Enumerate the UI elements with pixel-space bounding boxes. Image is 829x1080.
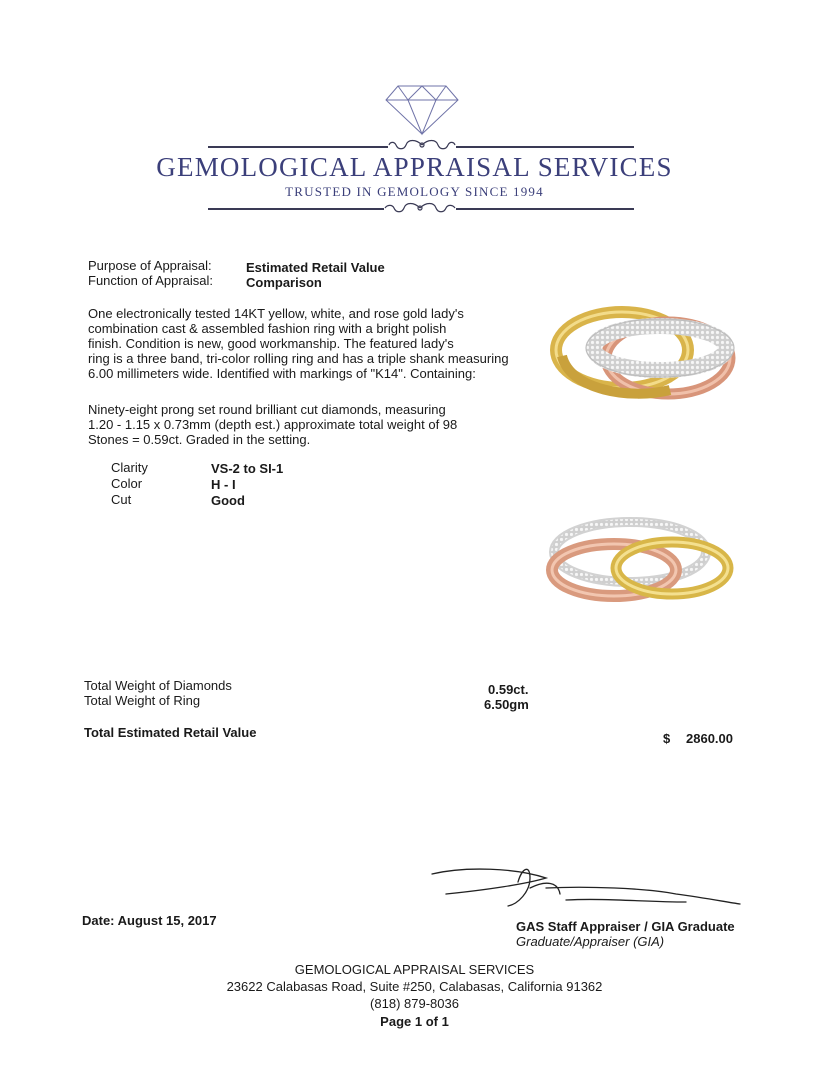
header-bottom-rule-left	[208, 208, 384, 210]
stones-line: Ninety-eight prong set round brilliant cut diamonds, measuring	[88, 402, 446, 417]
description-line: ring is a three band, tri-color rolling ring and has a triple shank measuring	[88, 351, 509, 366]
description-line: combination cast & assembled fashion ring with a bright polish	[88, 321, 447, 336]
function-label: Function of Appraisal:	[88, 273, 214, 288]
currency-symbol: $	[663, 731, 671, 746]
cut-label: Cut	[111, 492, 132, 507]
ring-photo-angled	[544, 512, 734, 604]
page-number: Page 1 of 1	[380, 1014, 449, 1029]
total-ring-label: Total Weight of Ring	[84, 693, 201, 708]
purpose-label: Purpose of Appraisal:	[88, 258, 212, 273]
diamond-outline-icon	[384, 84, 460, 136]
total-retail-label: Total Estimated Retail Value	[84, 725, 257, 740]
total-ring-value: 6.50gm	[484, 697, 529, 712]
cut-value: Good	[211, 493, 245, 508]
description-line: finish. Condition is new, good workmanship. The featured lady's	[88, 336, 454, 351]
bottom-flourish-icon	[384, 201, 456, 215]
appraiser-subtitle: Graduate/Appraiser (GIA)	[516, 934, 665, 949]
description-paragraph	[88, 306, 538, 381]
header-top-rule-left	[208, 146, 388, 148]
total-diamonds-value: 0.59ct.	[488, 682, 529, 697]
total-diamonds-label: Total Weight of Diamonds	[84, 678, 232, 693]
header-top-rule-right	[456, 146, 634, 148]
signature-mark	[426, 858, 746, 918]
brand-name: GEMOLOGICAL APPRAISAL SERVICES	[156, 152, 673, 182]
footer-company: GEMOLOGICAL APPRAISAL SERVICES	[294, 962, 535, 977]
description-line: One electronically tested 14KT yellow, white, and rose gold lady's	[88, 306, 464, 321]
ring-photo-front	[550, 300, 740, 405]
footer-address: 23622 Calabasas Road, Suite #250, Calabasas, California 91362	[226, 979, 603, 994]
stones-line: 1.20 - 1.15 x 0.73mm (depth est.) approximate total weight of 98	[88, 417, 458, 432]
top-flourish-icon	[388, 138, 456, 152]
total-retail-value: 2860.00	[686, 731, 733, 746]
function-value: Comparison	[246, 275, 322, 290]
brand-tagline: TRUSTED IN GEMOLOGY SINCE 1994	[285, 184, 544, 199]
clarity-value: VS-2 to SI-1	[211, 461, 284, 476]
description-line: 6.00 millimeters wide. Identified with markings of "K14". Containing:	[88, 366, 476, 381]
footer-phone: (818) 879-8036	[370, 996, 459, 1011]
purpose-value: Estimated Retail Value	[246, 260, 385, 275]
stones-paragraph	[88, 402, 538, 447]
color-value: H - I	[211, 477, 236, 492]
appraisal-date: Date: August 15, 2017	[82, 913, 217, 928]
header-bottom-rule-right	[456, 208, 634, 210]
clarity-label: Clarity	[111, 460, 148, 475]
stones-line: Stones = 0.59ct. Graded in the setting.	[88, 432, 311, 447]
appraiser-title: GAS Staff Appraiser / GIA Graduate	[516, 919, 735, 934]
color-label: Color	[111, 476, 143, 491]
